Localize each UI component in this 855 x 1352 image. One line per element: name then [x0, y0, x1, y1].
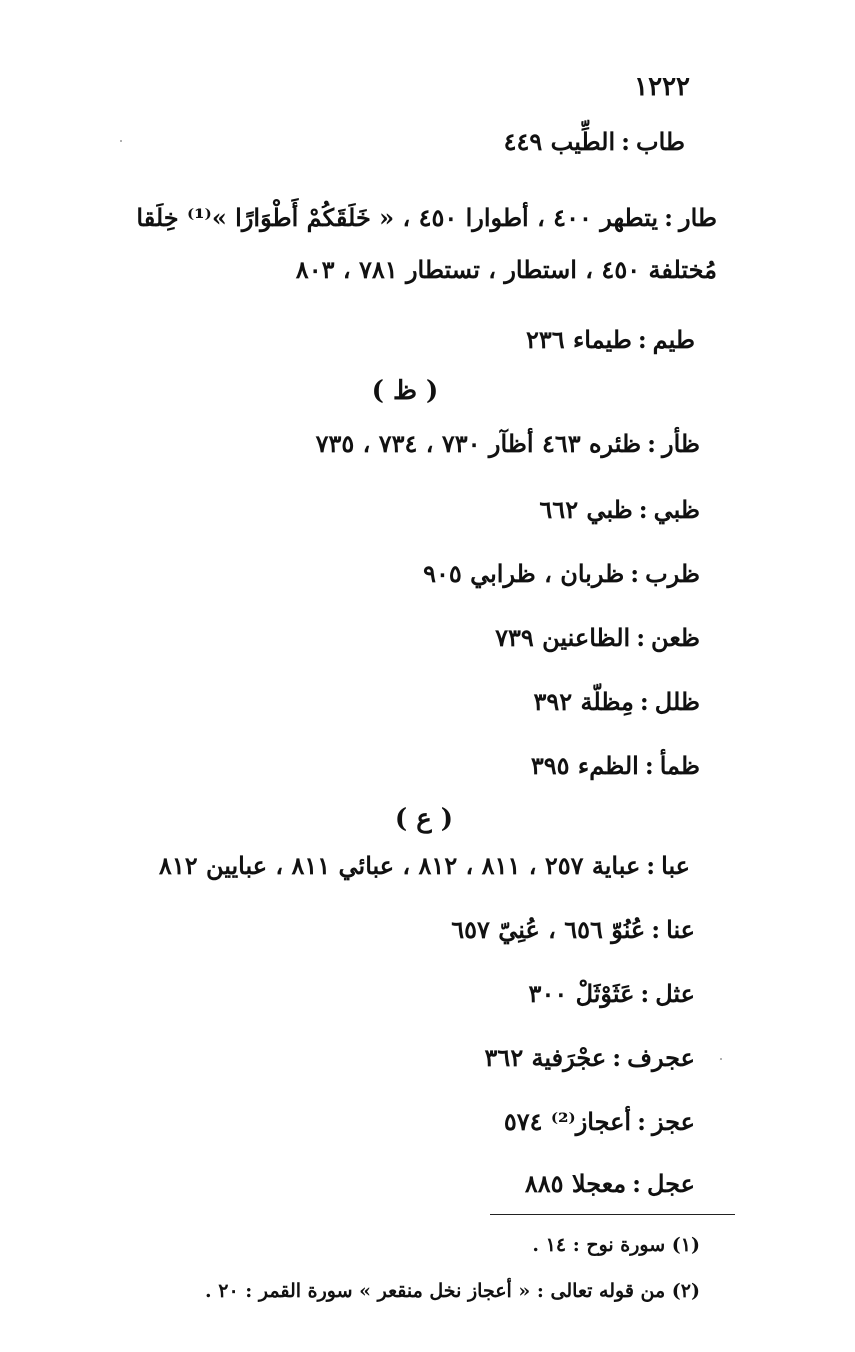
entry-text: مُختلفة ٤٥٠ ، استطار ، تستطار ٧٨١ ، ٨٠٣: [295, 255, 717, 284]
entry-text: عباية ٢٥٧ ، ٨١١ ، ٨١٢ ، عبائي ٨١١ ، عبايين ٨١٢: [158, 851, 641, 880]
entry-root: طيم: [652, 325, 695, 354]
entry-taar: طار:يتطهر ٤٠٠ ، أطوارا ٤٥٠ ، « خَلَقَكُمْ أَطْوَارًا »⁽¹⁾ خِلَقا: [136, 203, 717, 232]
entry-text: الطِّيب ٤٤٩: [503, 127, 616, 156]
entry-text: أعجاز⁽²⁾ ٥٧٤: [503, 1107, 632, 1136]
entry-root: عنا: [666, 915, 695, 944]
entry-root: ظلل: [654, 687, 700, 716]
entry-text: معجلا ٨٨٥: [524, 1169, 627, 1198]
footnote-divider: [490, 1214, 735, 1215]
entry-athal: عثل:عَثَوْثَلْ ٣٠٠: [528, 979, 695, 1008]
footnote-2: (٢) من قوله تعالى : « أعجاز نخل منقعر » سورة القمر : ٢٠ .: [205, 1280, 700, 1302]
entry-ana: عنا:عُنُوّ ٦٥٦ ، عُنِيّ ٦٥٧: [451, 915, 695, 944]
entry-root: طاب: [635, 127, 685, 156]
footnote-1: (١) سورة نوح : ١٤ .: [532, 1234, 700, 1256]
entry-taar-continued: [296, 256, 717, 285]
entry-text: عُنُوّ ٦٥٦ ، عُنِيّ ٦٥٧: [451, 915, 646, 944]
section-heading-zaa: ( ظ ): [371, 376, 439, 406]
entry-text: ظبي ٦٦٢: [539, 495, 633, 524]
entry-ajaz: عجز:أعجاز⁽²⁾ ٥٧٤: [503, 1107, 695, 1136]
entry-zalal: ظلل:مِظلّة ٣٩٢: [533, 687, 700, 716]
entry-root: طار: [678, 203, 717, 232]
entry-root: عجل: [647, 1169, 695, 1198]
entry-root: عثل: [655, 979, 695, 1008]
entry-root: ظبي: [653, 495, 700, 524]
entry-root: ظعن: [651, 623, 700, 652]
entry-zamaa: ظمأ:الظمء ٣٩٥: [530, 751, 700, 780]
entry-root: ظرب: [645, 559, 700, 588]
entry-zaar: ظأر:ظئره ٤٦٣ أظآر ٧٣٠ ، ٧٣٤ ، ٧٣٥: [315, 429, 700, 458]
entry-text: يتطهر ٤٠٠ ، أطوارا ٤٥٠ ، « خَلَقَكُمْ أَطْوَارًا »⁽¹⁾ خِلَقا: [136, 203, 659, 232]
section-heading-ain: ( ع ): [394, 804, 454, 834]
entry-text: مِظلّة ٣٩٢: [533, 687, 634, 716]
entry-taym: طيم:طيماء ٢٣٦: [525, 325, 695, 354]
entry-text: الظمء ٣٩٥: [530, 751, 639, 780]
entry-text: ظئره ٤٦٣ أظآر ٧٣٠ ، ٧٣٤ ، ٧٣٥: [315, 429, 642, 458]
entry-zarab: ظرب:ظربان ، ظرابي ٩٠٥: [423, 559, 700, 588]
entry-root: ظمأ: [659, 751, 700, 780]
entry-root: عبا: [661, 851, 690, 880]
entry-text: عجْرَفية ٣٦٢: [484, 1043, 607, 1072]
entry-text: ظربان ، ظرابي ٩٠٥: [423, 559, 625, 588]
scan-speck: [120, 140, 122, 142]
entry-text: طيماء ٢٣٦: [525, 325, 632, 354]
entry-root: ظأر: [661, 429, 700, 458]
entry-aba: عبا:عباية ٢٥٧ ، ٨١١ ، ٨١٢ ، عبائي ٨١١ ، عبايين ٨١٢: [158, 851, 690, 880]
entry-root: عجز: [651, 1107, 695, 1136]
entry-ajal: عجل:معجلا ٨٨٥: [524, 1169, 695, 1198]
entry-text: عَثَوْثَلْ ٣٠٠: [528, 979, 635, 1008]
entry-ajraf: عجرف:عجْرَفية ٣٦٢: [484, 1043, 695, 1072]
entry-text: الظاعنين ٧٣٩: [495, 623, 631, 652]
entry-root: عجرف: [627, 1043, 695, 1072]
entry-zaan: ظعن:الظاعنين ٧٣٩: [495, 623, 700, 652]
page-number: ١٢٢٢: [634, 72, 690, 102]
entry-taab: طاب:الطِّيب ٤٤٩: [503, 127, 685, 156]
entry-zaby: ظبي:ظبي ٦٦٢: [539, 495, 700, 524]
scan-speck: [720, 1058, 722, 1060]
